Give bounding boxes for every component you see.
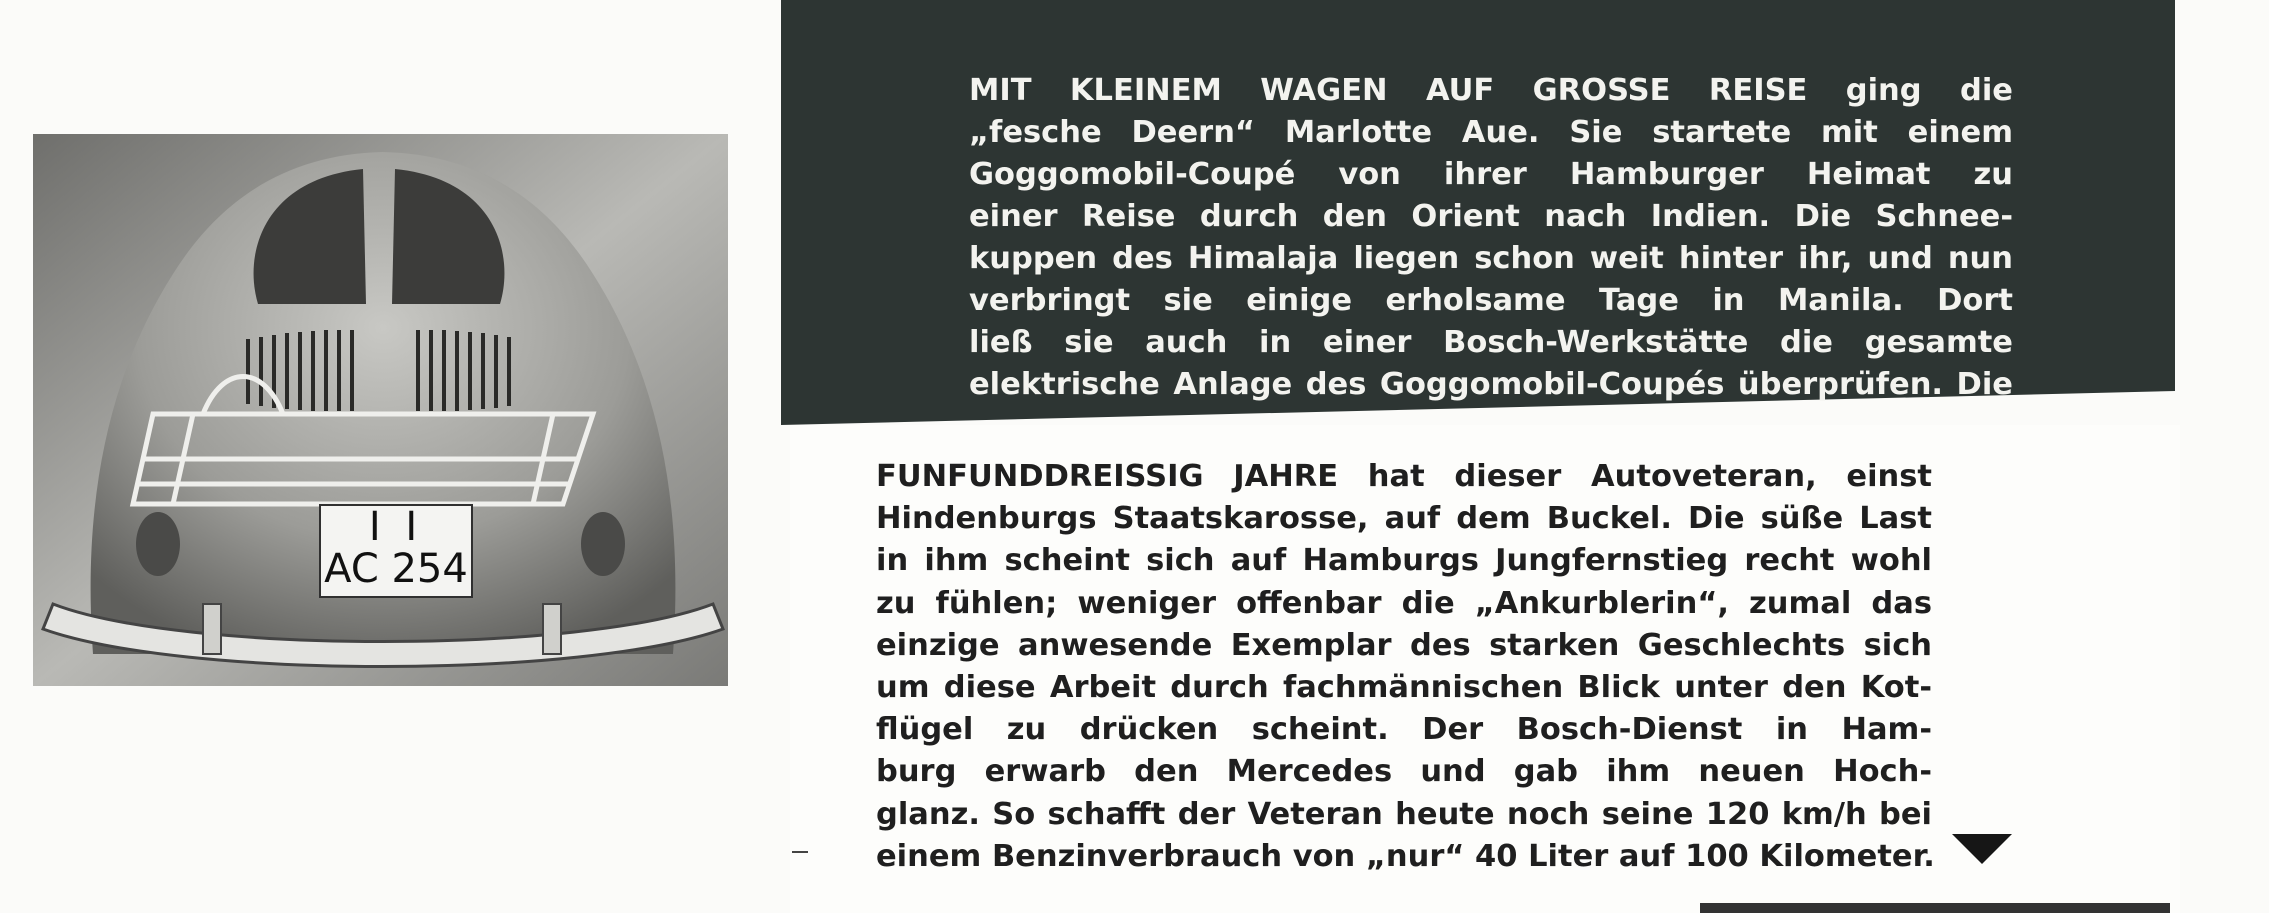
license-plate-line-2: AC 254 (324, 546, 468, 592)
dark-caption-line: MIT KLEINEM WAGEN AUF GROSSE REISE ging die (969, 73, 2013, 108)
dark-caption-line: „fesche Deern“ Marlotte Aue. Sie startete mit einem (969, 115, 2013, 150)
margin-mark (792, 851, 808, 853)
down-triangle-icon (1952, 834, 2012, 864)
dark-caption-text (969, 70, 2013, 406)
light-caption-line: um diese Arbeit durch fachmännischen Blick unter den Kot- (876, 670, 1932, 706)
dark-caption-line: einer Reise durch den Orient nach Indien. Die Schnee- (969, 199, 2013, 234)
dark-caption-line: elektrische Anlage des Goggomobil-Coupés überprüfen. Die (969, 367, 2013, 402)
dark-caption-line: ließ sie auch in einer Bosch-Werkstätte die gesamte (969, 325, 2013, 360)
dark-caption-line: kuppen des Himalaja liegen schon weit hinter ihr, und nun (969, 241, 2013, 276)
light-caption-line: einzige anwesende Exemplar des starken Geschlechts sich (876, 627, 1932, 663)
light-caption-line: FUNFUNDDREISSIG JAHRE hat dieser Autoveteran, einst (876, 459, 1932, 494)
dark-caption-line: Goggomobil-Coupé von ihrer Hamburger Heimat zu (969, 157, 2013, 192)
car-illustration (33, 134, 728, 686)
light-caption-line: Hindenburgs Staatskarosse, auf dem Buckel. Die süße Last (876, 501, 1932, 537)
car-rear-photo (33, 134, 728, 686)
light-caption-line: einem Benzinverbrauch von „nur“ 40 Liter auf 100 Kilometer. (876, 838, 1935, 874)
license-plate-line-1: I I (368, 504, 424, 550)
light-caption-line: flügel zu drücken scheint. Der Bosch-Dienst in Ham- (876, 712, 1932, 748)
license-plate (319, 504, 473, 598)
light-caption-line: burg erwarb den Mercedes und gab ihm neuen Hoch- (876, 754, 1932, 790)
light-caption-text (876, 456, 1935, 878)
light-caption-line: zu fühlen; weniger offenbar die „Ankurblerin“, zumal das (876, 585, 1932, 621)
page-edge-bar (1700, 903, 2170, 913)
dark-caption-line: verbringt sie einige erholsame Tage in Manila. Dort (969, 283, 2013, 318)
light-caption-line: in ihm scheint sich auf Hamburgs Jungfernstieg recht wohl (876, 543, 1932, 579)
light-caption-line: glanz. So schafft der Veteran heute noch seine 120 km/h bei (876, 796, 1932, 832)
